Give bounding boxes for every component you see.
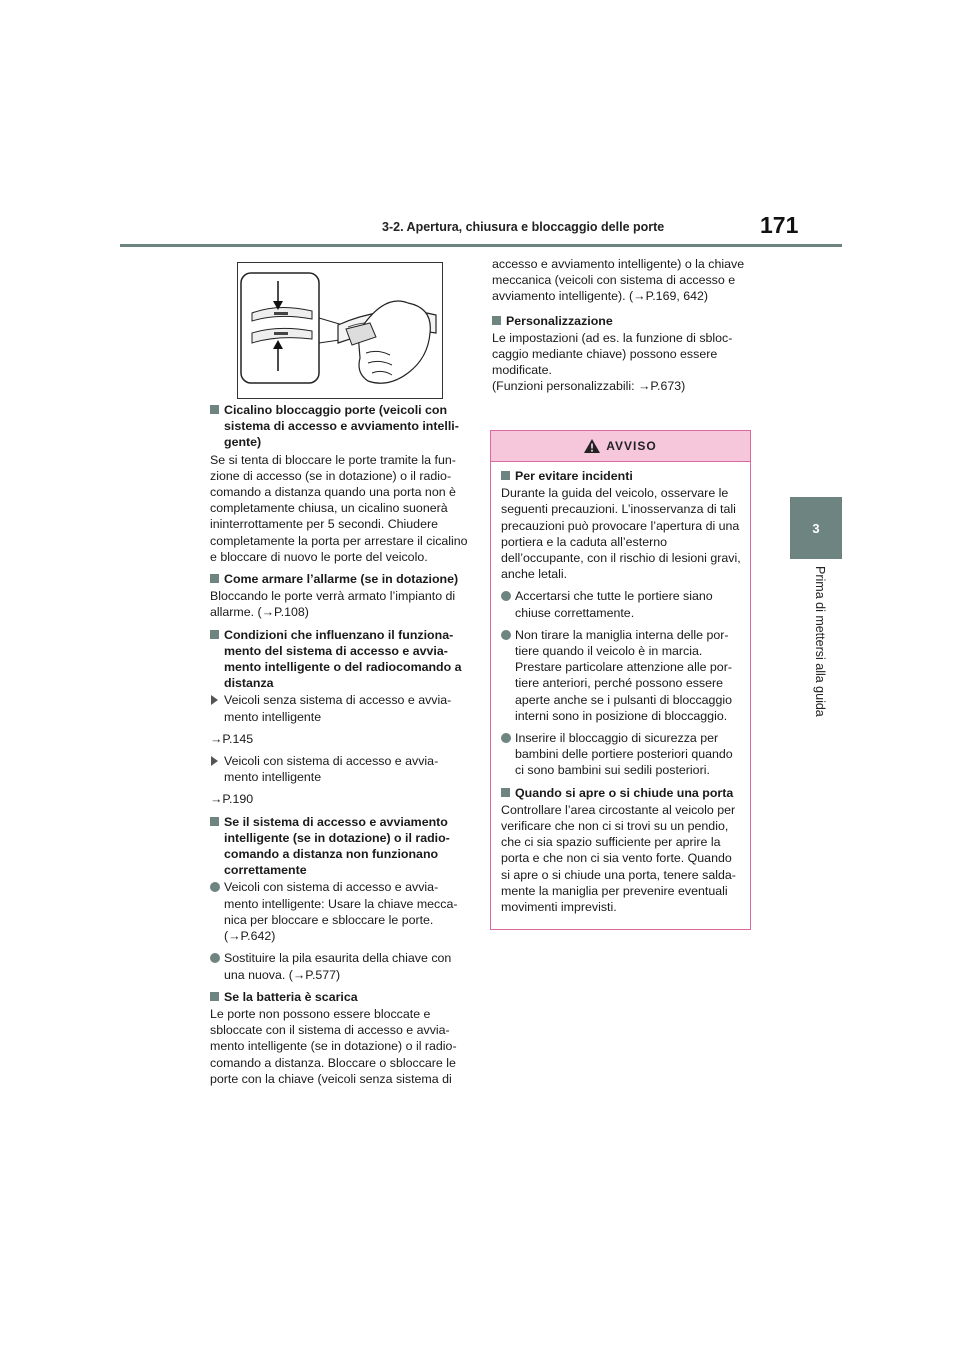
list-item: [210, 950, 468, 982]
section-title: 3-2. Apertura, chiusura e bloccaggio delle porte: [382, 220, 665, 234]
section-text: Durante la guida del veicolo, osservare le seguenti precauzioni. L’inosservanza di tali precauzioni può provocare l’apertura di una portiera e la caduta all’esterno dell’occupante, con il rischio di lesioni gravi, anche letali.: [501, 486, 741, 582]
square-bullet-icon: [501, 471, 510, 480]
section-text: Le porte non possono essere bloccate e sbloccate con il sistema di accesso e avviamento intelligente (se in dotazione) o il radiocomando a distanza. Bloccare o sbloccare le porte con la chiave (veicoli senza sistema di: [210, 1006, 457, 1086]
heading-text: Cicalino bloccaggio porte (veicoli con sistema di accesso e avviamento intelligente): [224, 403, 459, 450]
section-text: accesso e avviamento intelligente) o la chiave meccanica (veicoli con sistema di accesso e avviamento intelligente). (→P.169, 642): [492, 257, 745, 304]
section-heading: [501, 785, 742, 801]
square-bullet-icon: [492, 316, 501, 325]
circle-bullet-icon: [501, 630, 511, 640]
section-text: Le impostazioni (ad es. la funzione di sbloccaggio mediante chiave) possono essere modificate.: [492, 330, 733, 378]
right-column: [492, 256, 752, 401]
heading-text: Condizioni che influenzano il funzionamento del sistema di accesso e avviamento intelligente o del radiocomando a distanza: [224, 627, 462, 691]
triangle-bullet-icon: [211, 756, 218, 766]
list-item-text: Veicoli con sistema di accesso e avviamento intelligente: [224, 754, 439, 785]
page-number: 171: [760, 212, 799, 238]
list-item: [501, 730, 742, 779]
heading-text: Quando si apre o si chiude una porta: [515, 785, 734, 800]
warning-body: [491, 462, 750, 915]
door-handle-illustration: [237, 262, 443, 399]
section-heading: [501, 468, 742, 484]
list-item-text: Inserire il bloccaggio di sicurezza per bambini delle portiere posteriori quando ci sono bambini sui sedili posteriori.: [515, 731, 733, 778]
section-continuation: [492, 256, 752, 305]
section-text: Controllare l’area circostante al veicolo per verificare che non ci si trovi su un pendio, che ci sia spazio sufficiente per aprire la porta e che non ci sia vento forte. Quando si apre o si chiude una porta, tenere saldamente la maniglia per prevenire eventuali movimenti imprevisti.: [501, 802, 736, 915]
list-item-text: Veicoli senza sistema di accesso e avviamento intelligente: [224, 693, 452, 724]
door-handle-drawing: [238, 263, 442, 398]
warning-title: AVVISO: [606, 439, 657, 453]
page-reference: →P.190: [210, 792, 254, 807]
section-personalization: [492, 313, 752, 395]
warning-section: [501, 785, 742, 916]
circle-bullet-icon: [210, 882, 220, 892]
section-door-lock-buzzer: [210, 402, 468, 565]
warning-box: [490, 430, 751, 930]
heading-text: Per evitare incidenti: [515, 469, 633, 483]
square-bullet-icon: [210, 817, 219, 826]
square-bullet-icon: [501, 788, 510, 797]
section-malfunction: [210, 814, 468, 983]
list-item: [210, 692, 468, 724]
circle-bullet-icon: [210, 953, 220, 963]
list-item-text: Non tirare la maniglia interna delle portiere quando il veicolo è in marcia. Prestare particolare attenzione alle portiere anteriori, perché possono essere aperte anche se i pulsanti di bloccaggio interni sono in posizione di bloccaggio.: [515, 627, 732, 723]
circle-bullet-icon: [501, 733, 511, 743]
section-heading: [210, 627, 468, 692]
square-bullet-icon: [210, 630, 219, 639]
page-reference: →P.145: [210, 731, 254, 746]
heading-text: Se il sistema di accesso e avviamento intelligente (se in dotazione) o il radiocomando a distanza non funzionano correttamente: [224, 814, 450, 878]
section-heading: [210, 989, 468, 1005]
heading-text: Se la batteria è scarica: [224, 989, 358, 1004]
warning-header: [491, 431, 750, 462]
square-bullet-icon: [210, 574, 219, 583]
list-item: [210, 879, 468, 944]
section-text: (Funzioni personalizzabili: →P.673): [492, 379, 686, 394]
section-heading: [210, 402, 468, 451]
warning-icon: [584, 439, 600, 453]
left-column: [210, 402, 468, 1093]
list-item-text: Sostituire la pila esaurita della chiave con una nuova. (→P.577): [224, 951, 452, 982]
heading-text: Come armare l’allarme (se in dotazione): [224, 572, 459, 587]
section-text: Se si tenta di bloccare le porte tramite la funzione di accesso (se in dotazione) o il radiocomando a distanza quando una porta non è completamente chiusa, un cicalino suonerà ininterrottamente per 5 secondi. Chiudere completamente la porta per arrestare il cicalino e bloccare di nuovo le porte del veicolo.: [210, 452, 468, 564]
circle-bullet-icon: [501, 591, 511, 601]
square-bullet-icon: [210, 405, 219, 414]
list-item: [210, 753, 468, 785]
list-item-text: Veicoli con sistema di accesso e avviamento intelligente: Usare la chiave meccanica per bloccare e sbloccare le porte. (→P.642): [224, 880, 458, 944]
chapter-tab: 3: [790, 497, 842, 559]
warning-section: [501, 468, 742, 779]
section-text: Bloccando le porte verrà armato l’impianto di allarme. (→P.108): [210, 589, 456, 620]
section-alarm: [210, 571, 468, 621]
section-battery: [210, 989, 468, 1087]
section-heading: [210, 571, 468, 587]
square-bullet-icon: [210, 992, 219, 1001]
list-item-text: Accertarsi che tutte le portiere siano chiuse correttamente.: [515, 589, 713, 620]
section-heading: [492, 313, 752, 329]
heading-text: Personalizzazione: [506, 313, 613, 328]
list-item: [501, 627, 742, 724]
chapter-side-title: Prima di mettersi alla guida: [813, 566, 827, 717]
triangle-bullet-icon: [211, 695, 218, 705]
section-conditions: [210, 627, 468, 808]
header-rule: [120, 244, 842, 247]
list-item: [501, 588, 742, 620]
section-heading: [210, 814, 468, 879]
